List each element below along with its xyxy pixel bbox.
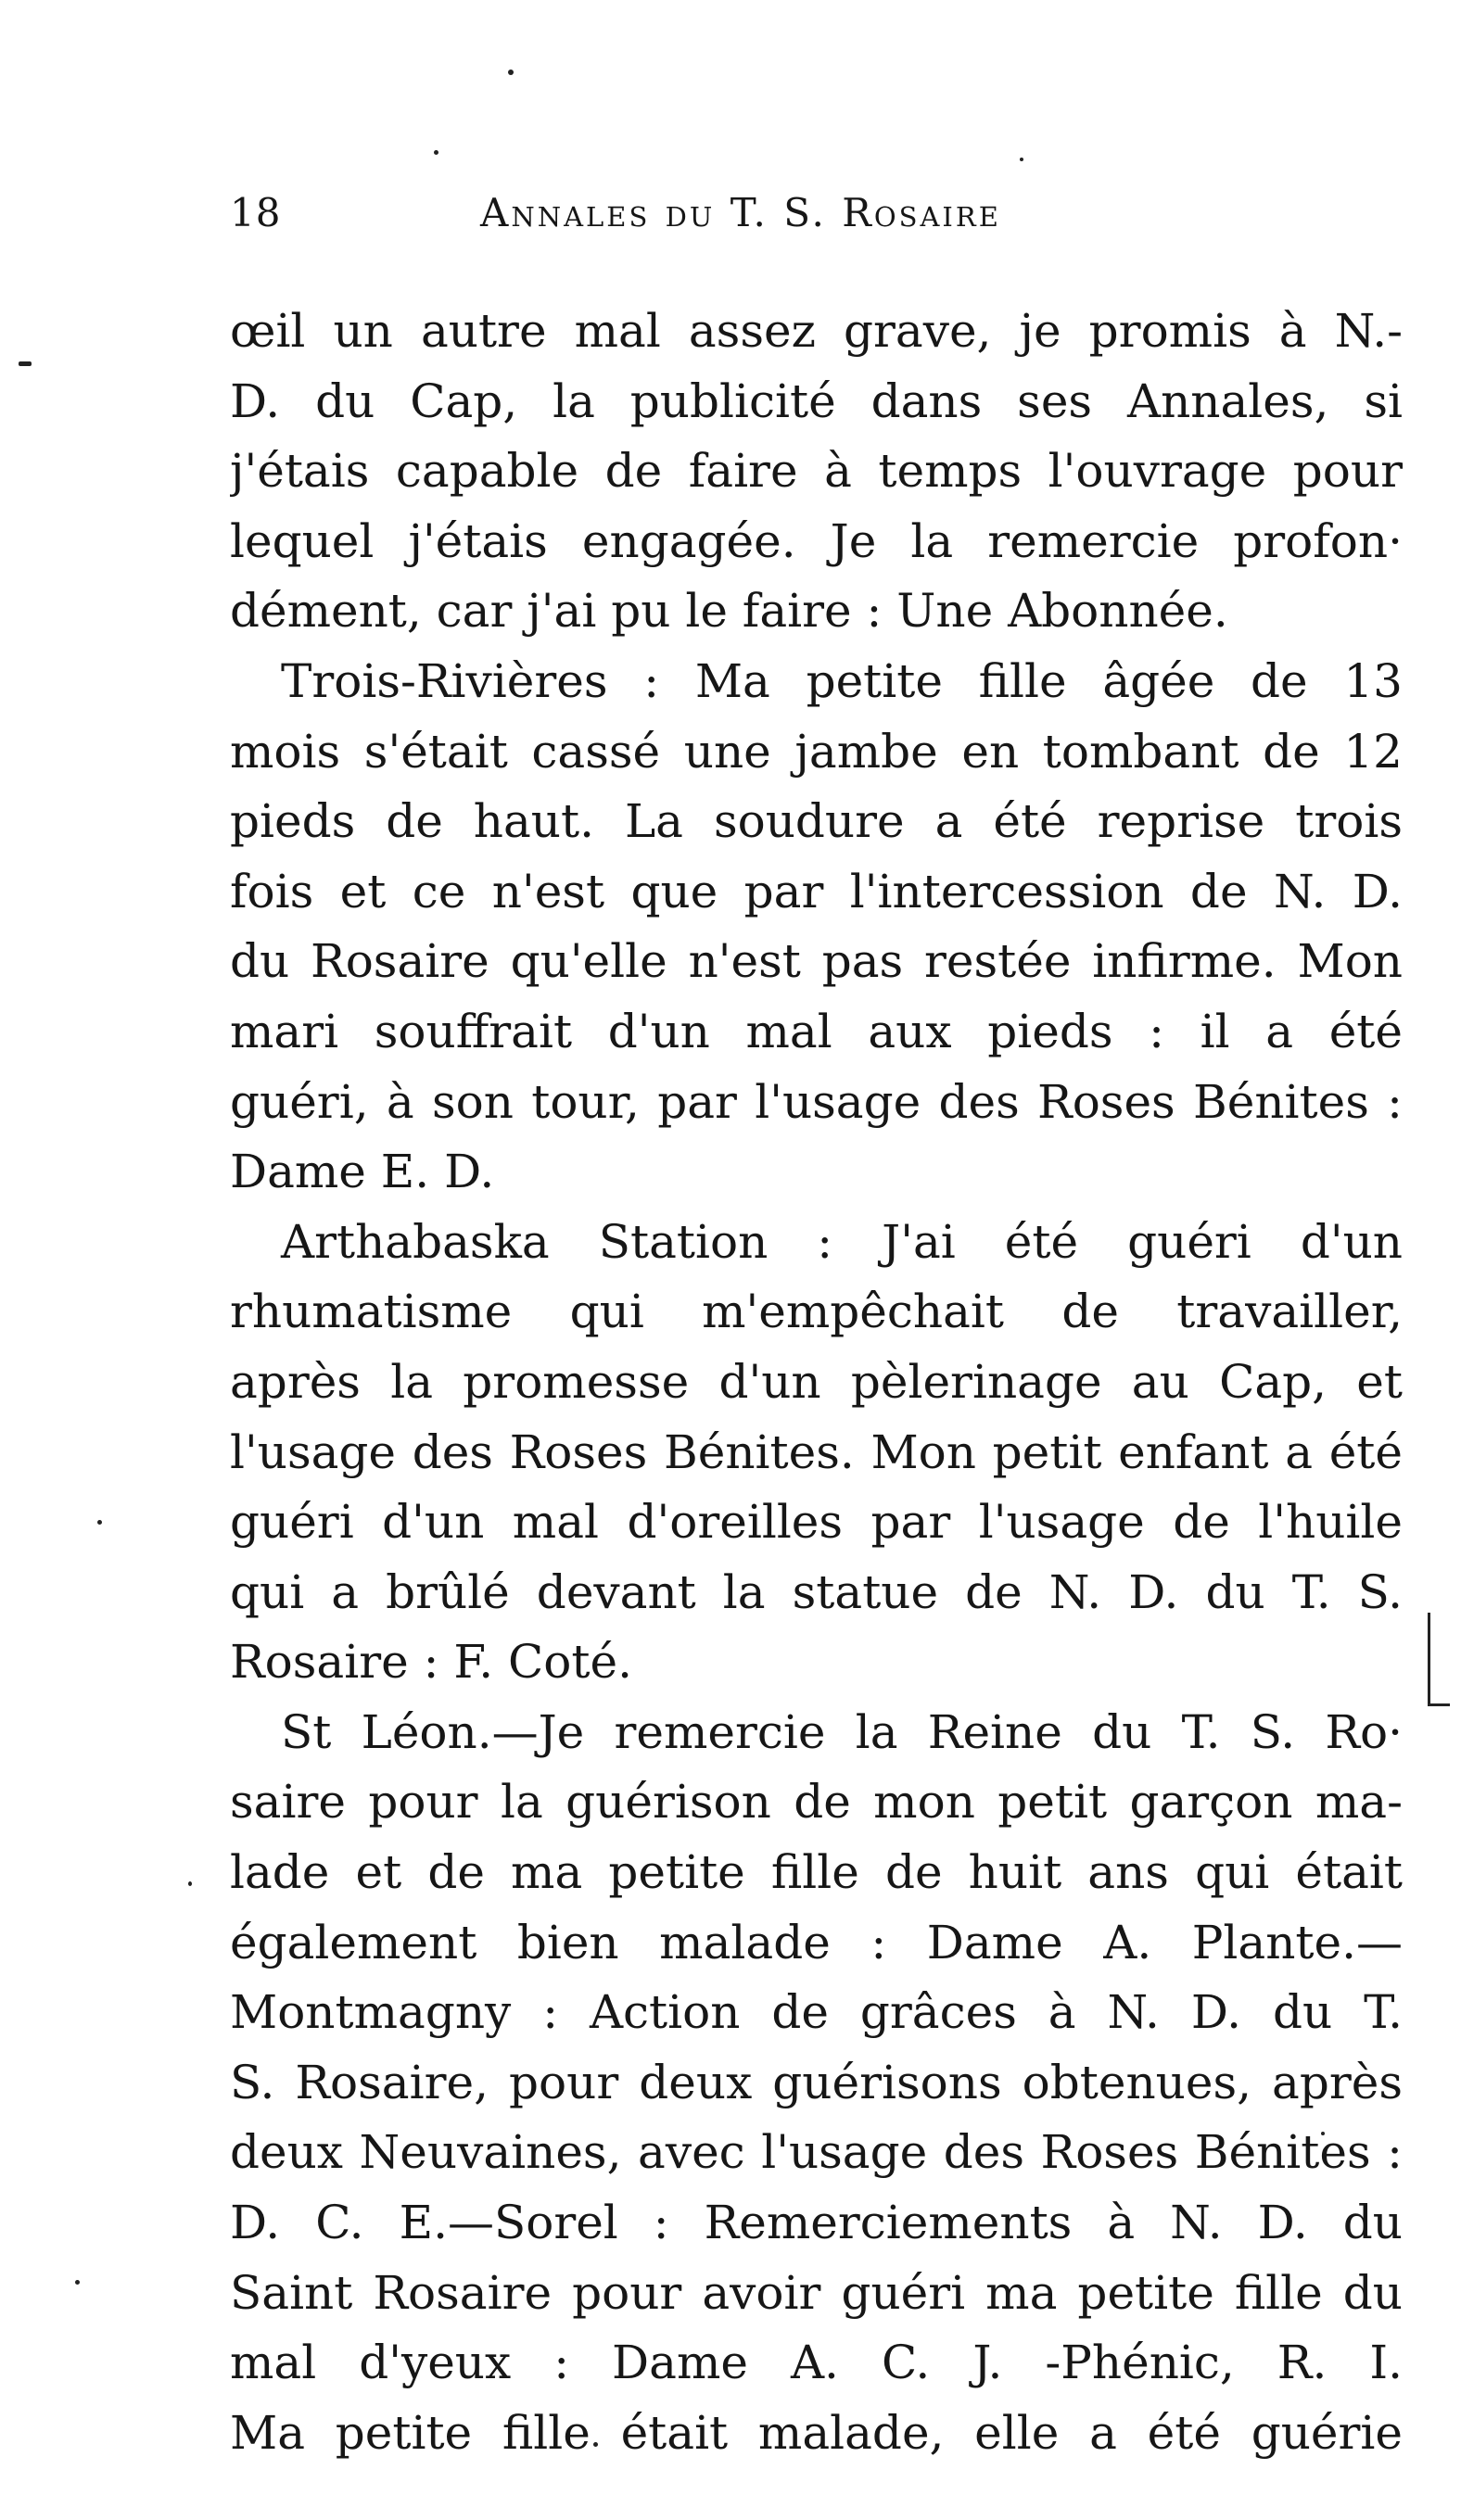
text-line: du Rosaire qu'elle n'est pas restée infirme. Mon xyxy=(230,934,1403,989)
scan-speck xyxy=(19,361,32,366)
text-line: j'étais capable de faire à temps l'ouvrage pour xyxy=(230,444,1403,499)
scan-speck xyxy=(75,2280,80,2285)
scan-speck xyxy=(97,1520,102,1525)
text-line: lade et de ma petite fille de huit ans qui était xyxy=(230,1845,1403,1900)
text-line: dément, car j'ai pu le faire : Une Abonnée. xyxy=(230,584,1228,639)
text-line: mari souffrait d'un mal aux pieds : il a été xyxy=(230,1004,1403,1058)
text-line: Saint Rosaire pour avoir guéri ma petite fille du xyxy=(230,2265,1403,2320)
text-line: l'usage des Roses Bénites. Mon petit enfant a été xyxy=(230,1425,1403,1479)
text-line: mal d'yeux : Dame A. C. J. -Phénic, R. I. xyxy=(230,2336,1403,2390)
text-line: Montmagny : Action de grâces à N. D. du T. xyxy=(230,1985,1403,2040)
body-text xyxy=(230,297,1403,2468)
text-line: après la promesse d'un pèlerinage au Cap, et xyxy=(230,1354,1403,1409)
text-line: guéri, à son tour, par l'usage des Roses Bénites : xyxy=(230,1074,1403,1129)
running-title: Annales du T. S. Rosaire xyxy=(480,190,1001,235)
margin-bracket xyxy=(1428,1703,1450,1706)
text-line: saire pour la guérison de mon petit garçon ma- xyxy=(230,1775,1403,1830)
paragraph xyxy=(230,297,1403,647)
page-number: 18 xyxy=(230,190,282,235)
text-line: guéri d'un mal d'oreilles par l'usage de l'huile xyxy=(230,1495,1403,1550)
paragraph xyxy=(230,1698,1403,2469)
scan-speck xyxy=(1020,158,1023,161)
page-header xyxy=(230,190,1403,255)
text-line: Arthabaska Station : J'ai été guéri d'un xyxy=(281,1214,1403,1269)
text-line: deux Neuvaines, avec l'usage des Roses Bénites : xyxy=(230,2125,1403,2180)
text-line: également bien malade : Dame A. Plante.— xyxy=(230,1915,1403,1969)
text-line: D. C. E.—Sorel : Remerciements à N. D. du xyxy=(230,2196,1403,2250)
text-line: St Léon.—Je remercie la Reine du T. S. Ro· xyxy=(281,1704,1403,1759)
text-line: Trois-Rivières : Ma petite fille âgée de 13 xyxy=(281,653,1403,708)
scan-speck xyxy=(508,70,514,75)
text-line: Dame E. D. xyxy=(230,1145,495,1199)
text-line: D. du Cap, la publicité dans ses Annales, si xyxy=(230,374,1403,428)
text-line: œil un autre mal assez grave, je promis à N.- xyxy=(230,304,1403,358)
text-line: Rosaire : F. Coté. xyxy=(230,1635,632,1690)
text-line: S. Rosaire, pour deux guérisons obtenues, après xyxy=(230,2055,1403,2109)
text-line: Ma petite fille était malade, elle a été guérie xyxy=(230,2405,1403,2460)
text-line: rhumatisme qui m'empêchait de travailler, xyxy=(230,1285,1403,1339)
margin-bracket xyxy=(1428,1613,1430,1705)
text-line: pieds de haut. La soudure a été reprise trois xyxy=(230,794,1403,849)
paragraph xyxy=(230,647,1403,1208)
text-line: fois et ce n'est que par l'intercession de N. D. xyxy=(230,864,1403,918)
scan-speck xyxy=(434,150,438,155)
paragraph xyxy=(230,1208,1403,1698)
text-line: mois s'était cassé une jambe en tombant de 12 xyxy=(230,724,1403,779)
scan-speck xyxy=(188,1881,192,1886)
text-line: qui a brûlé devant la statue de N. D. du T. S. xyxy=(230,1564,1403,1619)
text-line: lequel j'étais engagée. Je la remercie profon· xyxy=(230,513,1403,568)
